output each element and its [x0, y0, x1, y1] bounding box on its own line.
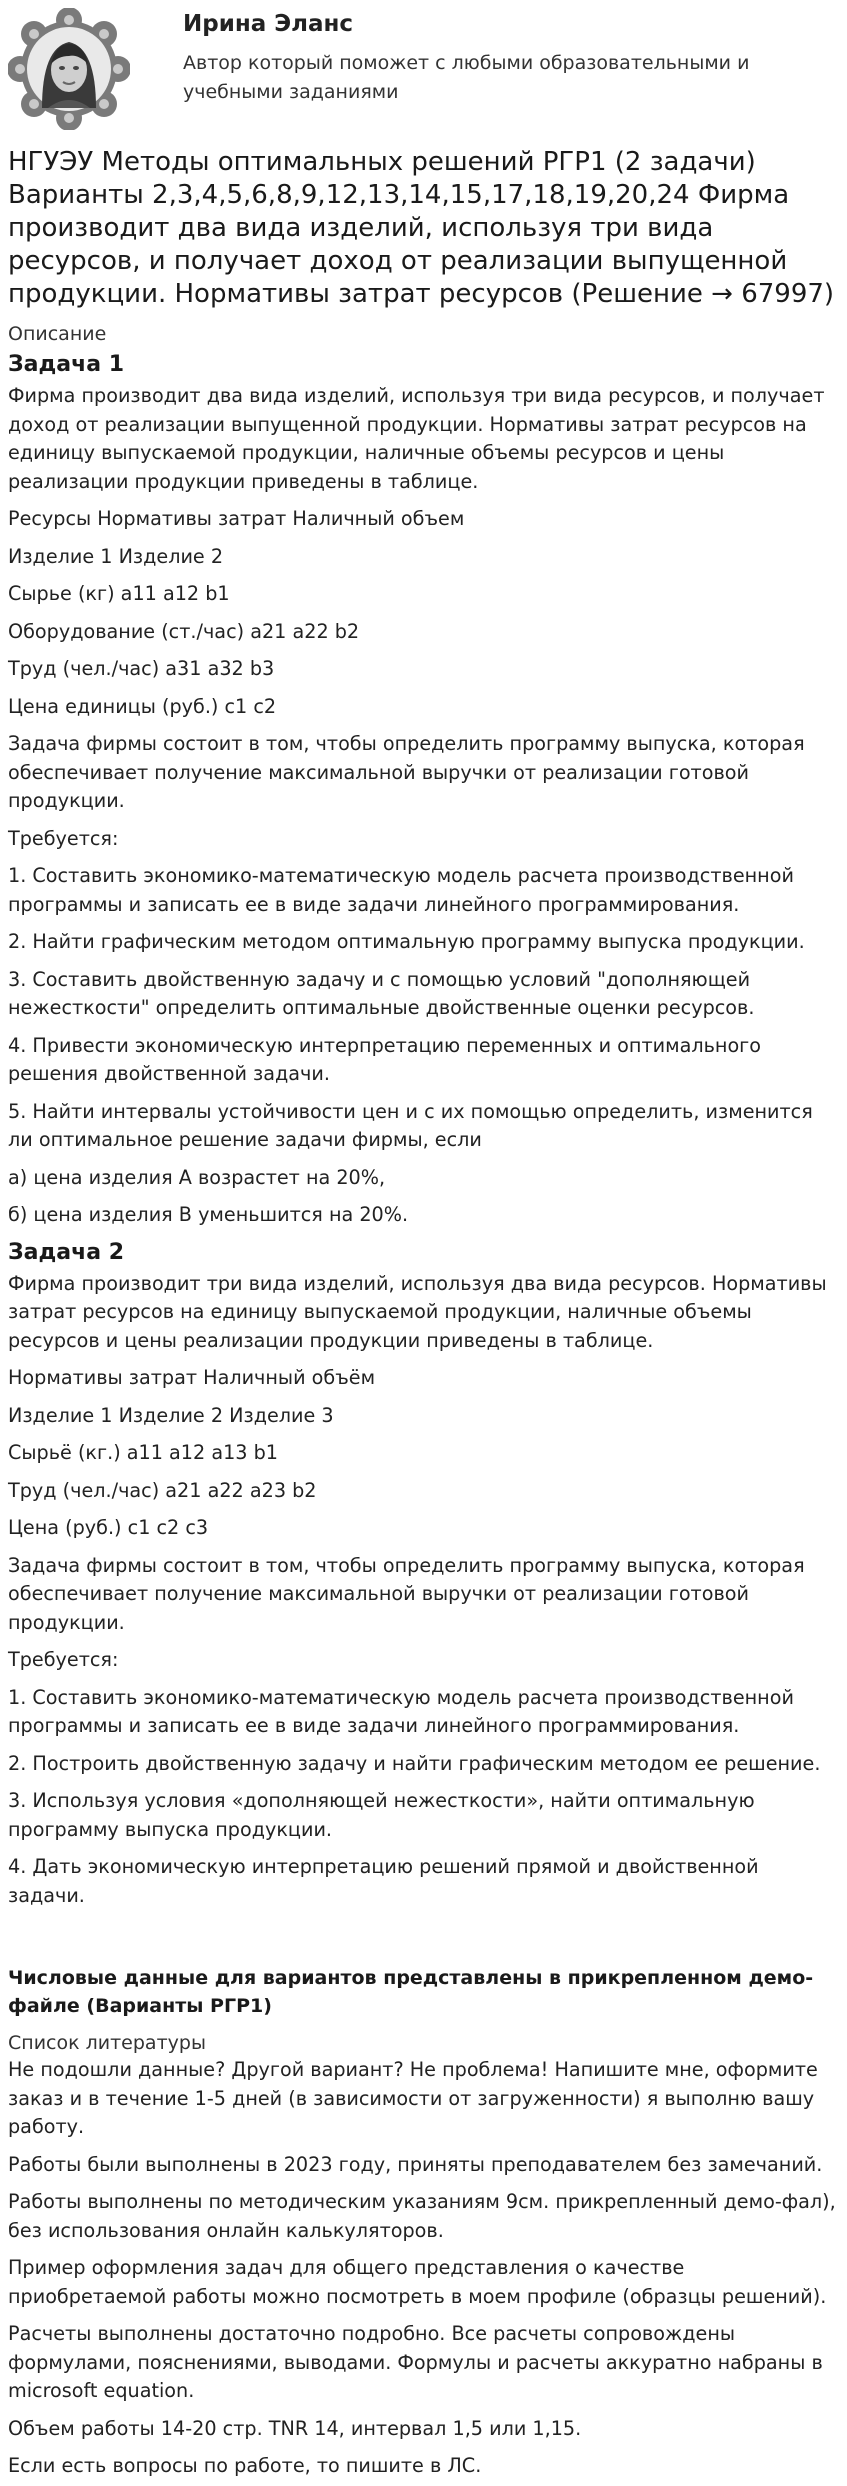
task1-paragraph: б) цена изделия В уменьшится на 20%.	[8, 1203, 409, 1226]
task2-paragraph: Труд (чел./час) a21 a22 a23 b2	[8, 1478, 317, 1502]
task1-paragraph: 1. Составить экономико-математическую модель расчета производственной программы и записать ее в виде задачи линейного программирования.	[8, 864, 794, 916]
closing-paragraph: Расчеты выполнены достаточно подробно. Все расчеты сопровождены формулами, пояснениями, выводами. Формулы и расчеты аккуратно набраны в microsoft equation.	[8, 2322, 823, 2402]
task2-paragraph: Цена (руб.) c1 c2 c3	[8, 1516, 209, 1539]
task2-paragraph: Сырьё (кг.) a11 a12 a13 b1	[8, 1441, 278, 1464]
task1-paragraph: Фирма производит два вида изделий, используя три вида ресурсов, и получает доход от реализации выпущенной продукции. Нормативы затрат ресурсов на единицу выпускаемой продукции, наличные объемы ресурсов и цены реализации продукции приведены в таблице.	[8, 384, 825, 493]
closing-paragraph: Пример оформления задач для общего представления о качестве приобретаемой работы можно посмотреть в моем профиле (образцы решений).	[8, 2256, 827, 2308]
task1-heading: Задача 1	[8, 352, 125, 377]
task1-paragraph: 2. Найти графическим методом оптимальную программу выпуска продукции.	[8, 930, 805, 953]
variants-note: Числовые данные для вариантов представлены в прикрепленном демо-файле (Варианты РГР1)	[8, 1967, 814, 2017]
task2-paragraph: 3. Используя условия «дополняющей нежесткости», найти оптимальную программу выпуска продукции.	[8, 1789, 755, 1841]
task1-paragraph: Задача фирмы состоит в том, чтобы определить программу выпуска, которая обеспечивает получение максимальной выручки от реализации готовой продукции.	[8, 732, 805, 812]
task2-paragraph: 1. Составить экономико-математическую модель расчета производственной программы и записать ее в виде задачи линейного программирования.	[8, 1685, 794, 1737]
closing-paragraph: Если есть вопросы по работе, то пишите в ЛС.	[8, 2454, 482, 2477]
task1-paragraph: а) цена изделия А возрастет на 20%,	[8, 1165, 386, 1189]
task1-paragraph: Ресурсы Нормативы затрат Наличный объем	[8, 507, 465, 530]
task1-paragraph: 5. Найти интервалы устойчивости цен и с их помощью определить, изменится ли оптимальное решение задачи фирмы, если	[8, 1099, 813, 1151]
page-title: НГУЭУ Методы оптимальных решений РГР1 (2 задачи) Варианты 2,3,4,5,6,8,9,12,13,14,15,17,18,19,20,24 Фирма производит два вида изделий, используя три вида ресурсов, и получает доход от реализации выпущенной продукции. Нормативы затрат ресурсов (Решение → 67997)	[8, 147, 835, 309]
literature-label: Список литературы	[8, 2032, 206, 2054]
closing-paragraph: Объем работы 14-20 стр. TNR 14, интервал 1,5 или 1,15.	[8, 2416, 582, 2440]
task2-paragraph: Требуется:	[8, 1648, 119, 1671]
description-label: Описание	[8, 323, 107, 345]
task2-paragraph: Изделие 1 Изделие 2 Изделие 3	[8, 1403, 334, 1427]
task1-paragraph: Цена единицы (руб.) c1 c2	[8, 694, 277, 718]
task1-paragraph: 4. Привести экономическую интерпретацию переменных и оптимального решения двойственной задачи.	[8, 1033, 762, 1085]
avatar-frame-image	[8, 8, 130, 130]
work-content	[0, 146, 847, 2481]
task2-paragraph: Нормативы затрат Наличный объём	[8, 1366, 376, 1389]
task1-paragraph: Требуется:	[8, 826, 119, 850]
closing-paragraph: Не подошли данные? Другой вариант? Не проблема! Напишите мне, оформите заказ и в течение 1-5 дней (в зависимости от загруженности) я выполню вашу работу.	[8, 2058, 818, 2138]
task2-paragraph: Фирма производит три вида изделий, используя два вида ресурсов. Нормативы затрат ресурсов на единицу выпускаемой продукции, наличные объемы ресурсов и цены реализации продукции приведены в таблице.	[8, 1271, 827, 1352]
task2-heading: Задача 2	[8, 1239, 125, 1265]
closing-paragraph: Работы выполнены по методическим указаниям 9см. прикрепленный демо-фал), без использования онлайн калькуляторов.	[8, 2190, 836, 2242]
task2-paragraph: Задача фирмы состоит в том, чтобы определить программу выпуска, которая обеспечивает получение максимальной выручки от реализации готовой продукции.	[8, 1553, 805, 1634]
task1-paragraph: Изделие 1 Изделие 2	[8, 544, 224, 568]
avatar[interactable]	[8, 8, 130, 130]
author-name[interactable]: Ирина Эланс	[183, 11, 354, 37]
author-card	[0, 0, 847, 140]
task2-paragraph: 2. Построить двойственную задачу и найти графическим методом ее решение.	[8, 1751, 821, 1775]
task1-paragraph: Сырье (кг) a11 a12 b1	[8, 582, 230, 605]
author-description: Автор который поможет с любыми образовательными и учебными заданиями	[183, 52, 750, 103]
closing-paragraph: Работы были выполнены в 2023 году, приняты преподавателем без замечаний.	[8, 2152, 823, 2176]
task1-paragraph: 3. Составить двойственную задачу и с помощью условий "дополняющей нежесткости" определить оптимальные двойственные оценки ресурсов.	[8, 967, 755, 1019]
task2-paragraph: 4. Дать экономическую интерпретацию решений прямой и двойственной задачи.	[8, 1855, 759, 1907]
task1-paragraph: Оборудование (ст./час) a21 a22 b2	[8, 619, 360, 643]
task1-paragraph: Труд (чел./час) a31 a32 b3	[8, 657, 275, 680]
